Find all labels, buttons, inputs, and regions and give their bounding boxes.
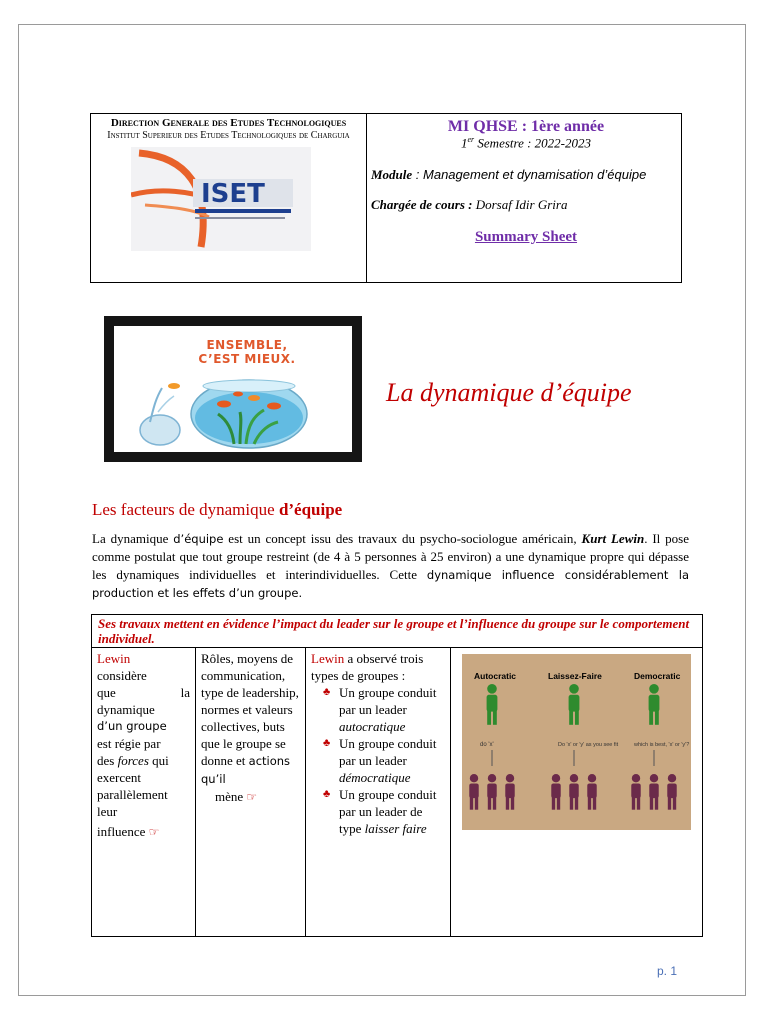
follower-figure xyxy=(667,774,676,810)
summary-sheet-link[interactable]: Summary Sheet xyxy=(474,229,578,246)
group-types-list xyxy=(311,684,445,837)
iset-logo xyxy=(131,147,311,251)
group-types-cell: Lewin a observé trois types de groupes : ♣ Un groupe conduit par un leader autocratique ♣ Un groupe conduit par un leader démocratique ♣ Un groupe conduit par un leader de type laisser faire xyxy=(306,648,451,936)
caption-democratic: which is best, 'x' or 'y'? xyxy=(634,742,690,748)
section-title: Les facteurs de dynamique d’équipe xyxy=(92,500,343,519)
institution-line2: Institut Superieur des Etudes Technologiques de Charguia xyxy=(107,130,350,141)
table-header: Ses travaux mettent en évidence l’impact du leader sur le groupe et l’influence du groupe sur le comportement individuel. xyxy=(92,615,702,648)
caption-laissez-faire: Do 'x' or 'y' as you see fit xyxy=(558,742,619,748)
fishbowl-illustration xyxy=(114,326,352,452)
page-title: La dynamique d’équipe xyxy=(386,378,632,407)
list-item: ♣ Un groupe conduit par un leader autocratique xyxy=(323,685,437,734)
leadership-image-cell xyxy=(451,648,702,936)
program-title: MI QHSE : 1ère année xyxy=(447,118,605,135)
ensemble-poster xyxy=(104,316,362,462)
poster-text: ENSEMBLE, C’EST MIEUX. xyxy=(198,338,296,366)
logo-text: ISET xyxy=(201,179,265,209)
lewin-table xyxy=(91,614,703,937)
institution-cell xyxy=(91,114,367,282)
leadership-styles-image: Autocratic Laissez-Faire Democratic do 'x' Do 'x' or 'y' as you see fit which is best, 'x' or 'y'? xyxy=(462,654,691,830)
follower-figure xyxy=(587,774,596,810)
club-bullet-icon: ♣ xyxy=(323,788,331,800)
leader-figure xyxy=(649,684,660,725)
page-number: p. 1 xyxy=(656,964,677,978)
svg-text:Do 'x' or 'y' as you see fit xyxy=(558,742,619,748)
factors-cell: Rôles, moyens de communication, type de leadership, normes et valeurs collectives, buts que le groupe se donne et actions qu’il mène ☞ xyxy=(196,648,306,936)
institution-line1: Direction Generale des Etudes Technologiques xyxy=(110,117,347,129)
module-line: Module : Management et dynamisation d’équipe xyxy=(371,167,647,183)
follower-figure xyxy=(505,774,514,810)
follower-figure xyxy=(649,774,658,810)
list-item: ♣ Un groupe conduit par un leader démocratique xyxy=(323,736,437,785)
follower-figure xyxy=(631,774,640,810)
course-info-cell xyxy=(367,114,681,282)
follower-figure xyxy=(551,774,560,810)
leader-figure xyxy=(569,684,580,725)
teacher-line: Chargée de cours : Dorsaf Idir Grira xyxy=(371,197,568,213)
header-table xyxy=(90,113,682,283)
follower-figure xyxy=(569,774,578,810)
follower-figure xyxy=(487,774,496,810)
semester: 1er Semestre : 2022-2023 xyxy=(460,135,592,151)
forces-cell: Lewin considère que la dynamique d’un groupe est régie par des forces qui exercent parallèlement leur influence ☞ xyxy=(92,648,196,936)
follower-figure xyxy=(469,774,478,810)
club-bullet-icon: ♣ xyxy=(323,737,331,749)
club-bullet-icon: ♣ xyxy=(323,686,331,698)
list-item: ♣ Un groupe conduit par un leader de type laisser faire xyxy=(323,787,437,836)
caption-autocratic: do 'x' xyxy=(480,742,494,748)
pointing-hand-icon: ☞ xyxy=(246,790,258,804)
leader-figure xyxy=(487,684,498,725)
pointing-hand-icon: ☞ xyxy=(148,825,160,839)
intro-paragraph: La dynamique d’équipe est un concept issu des travaux du psycho-sociologue américain, Kurt Lewin. Il pose comme postulat que tout groupe restreint (de 4 à 5 personnes à 25 environ) a une dynamique propre qui dépasse les dynamiques individuelles et interindividuelles. Cette dynamique influence considérablement la production et les effets d’un groupe. xyxy=(92,531,689,600)
